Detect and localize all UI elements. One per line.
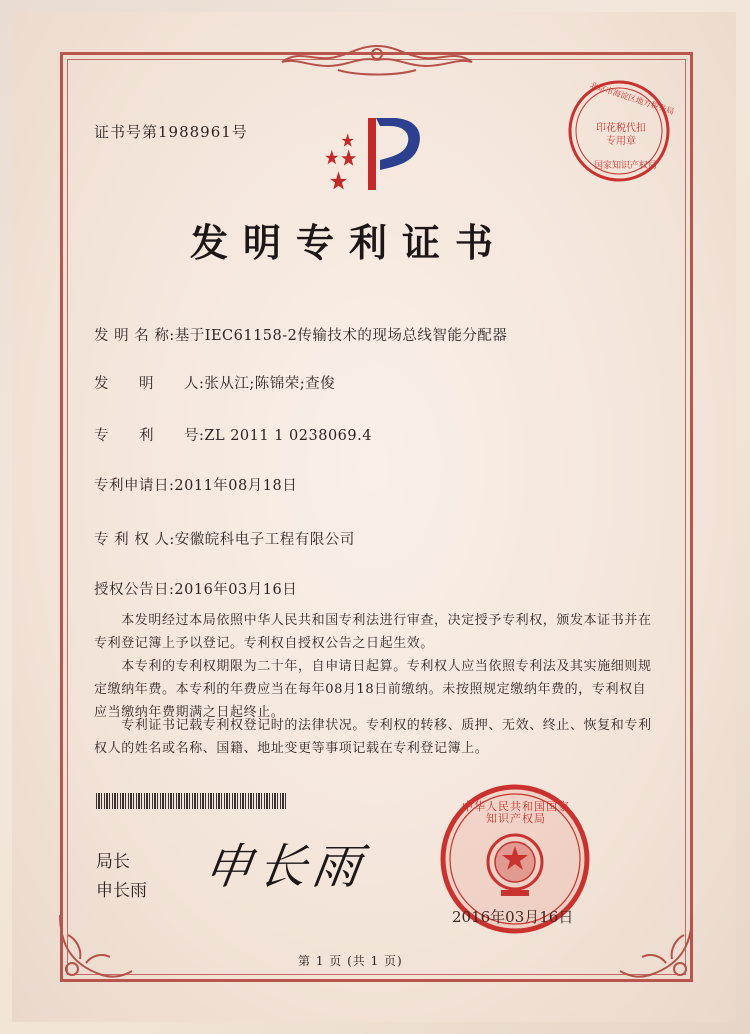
tax-stamp-bottom-text: 国家知识产权局: [594, 161, 658, 171]
grant-date-value: 2016年03月16日: [174, 582, 298, 598]
invention-name-row: [94, 324, 507, 345]
director-title: 局长: [96, 852, 130, 872]
grant-date-label: 授权公告日:: [94, 582, 175, 598]
bottom-left-ornament: [52, 905, 142, 987]
page-title: 发明专利证书: [190, 221, 509, 265]
legal-paragraph-3: 专利证书记载专利权登记时的法律状况。专利权的转移、质押、无效、终止、恢复和专利权人的姓名或名称、国籍、地址变更等事项记载在专利登记簿上。: [94, 718, 652, 756]
filing-date-label: 专利申请日:: [94, 478, 175, 494]
director-name: 申长雨: [96, 881, 147, 901]
seal-date: 2016年03月16日: [452, 908, 574, 926]
official-seal-text: 中华人民共和国国家知识产权局: [462, 800, 570, 825]
bottom-right-ornament: [610, 905, 700, 987]
legal-paragraph-2: 本专利的专利权期限为二十年，自申请日起算。专利权人应当依照专利法及其实施细则规定缴纳年费。本专利的年费应当在每年08月18日前缴纳。未按照规定缴纳年费的，专利权自应当缴纳年费期满之日起终止。: [94, 659, 652, 720]
patent-number-value: ZL 2011 1 0238069.4: [204, 428, 372, 444]
page-number: 第 1 页 (共 1 页): [298, 954, 403, 968]
patentee-label: 专 利 权 人:: [94, 532, 175, 548]
patentee-value: 安徽皖科电子工程有限公司: [174, 532, 355, 548]
inventor-row: [94, 372, 335, 393]
filing-date-row: [94, 474, 297, 495]
patentee-row: [94, 528, 355, 549]
director-signature: 申长雨: [200, 839, 371, 895]
patent-number-row: [94, 424, 372, 445]
tax-stamp-center-text: 印花税代扣专用章: [596, 123, 646, 147]
certificate-frame-inner: [67, 59, 686, 975]
legal-paragraph-1: 本发明经过本局依照中华人民共和国专利法进行审查，决定授予专利权，颁发本证书并在专利登记簿上予以登记。专利权自授权公告之日起生效。: [94, 613, 652, 651]
invention-name-value: 基于IEC61158-2传输技术的现场总线智能分配器: [174, 328, 508, 344]
filing-date-value: 2011年08月18日: [174, 478, 298, 494]
inventor-label: 发 明 人:: [94, 376, 205, 392]
top-ornament: [268, 40, 486, 82]
barcode: [96, 793, 286, 809]
patent-number-label: 专 利 号:: [94, 428, 205, 444]
tax-stamp-ring-text: 北京市海淀区地方税务局: [588, 80, 676, 117]
patent-office-logo-icon: [318, 112, 428, 192]
certificate-number: 证书号第1988961号: [94, 123, 248, 141]
inventor-value: 张从江;陈锦荣;查俊: [204, 376, 336, 392]
invention-name-label: 发 明 名 称:: [94, 328, 175, 344]
grant-date-row: [94, 578, 297, 599]
